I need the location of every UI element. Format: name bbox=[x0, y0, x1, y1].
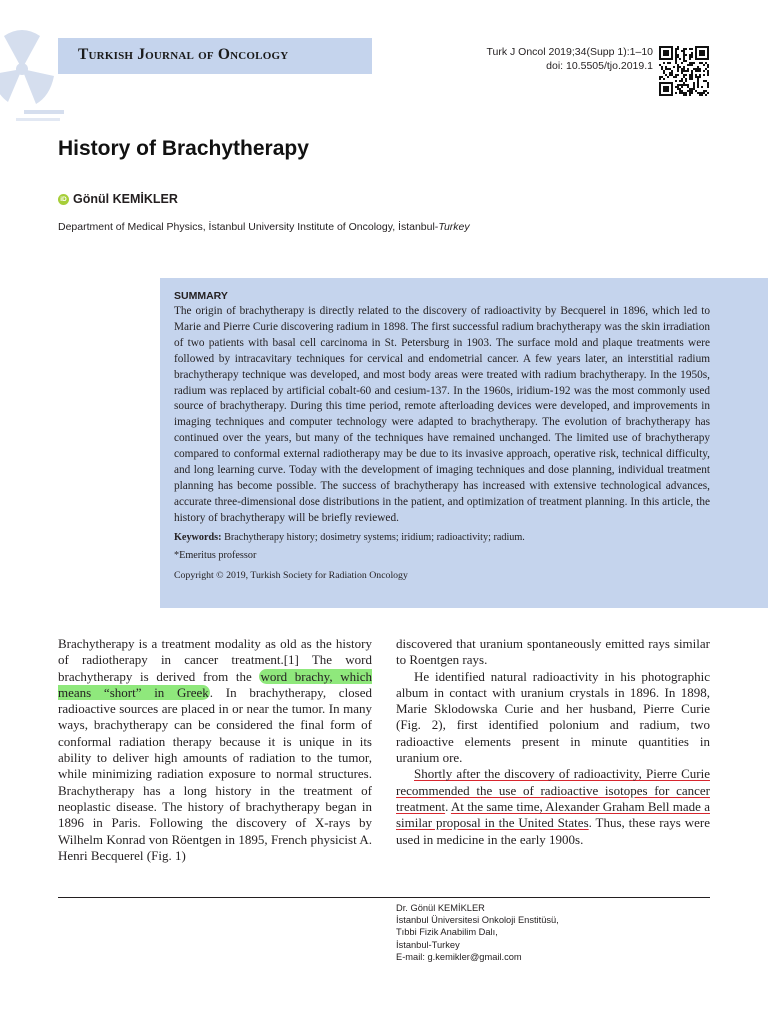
doi[interactable]: doi: 10.5505/tjo.2019.1 bbox=[546, 60, 653, 72]
underlined-text: Shortly after the discovery of radioactivity, Pierre Curie recommended the use of radioactive isotopes for cancer treatment bbox=[396, 766, 710, 814]
body-text: Brachytherapy is a treatment modality as old as the history of radiotherapy in cancer treatment.[1] The word brachytherapy is derived from the bbox=[58, 636, 372, 684]
correspondence-city: İstanbul-Turkey bbox=[396, 939, 460, 950]
keywords bbox=[174, 531, 710, 545]
citation: Turk J Oncol 2019;34(Supp 1):1–10 bbox=[486, 46, 653, 58]
correspondence-institute: İstanbul Üniversitesi Onkoloji Enstitüsü, bbox=[396, 915, 559, 926]
author-name: Gönül KEMİKLER bbox=[73, 192, 178, 206]
keywords-list: Brachytherapy history; dosimetry systems; iridium; radioactivity; radium. bbox=[224, 531, 525, 543]
correspondence-email[interactable]: E-mail: g.kemikler@gmail.com bbox=[396, 951, 522, 962]
journal-title: Turkish Journal of Oncology bbox=[78, 46, 289, 63]
body-paragraph: He identified natural radioactivity in his photographic album in contact with uranium crystals in 1896. In 1898, Marie Sklodowska Curie and her husband, Pierre Curie (Fig. 2), first identified polonium and radium, two radioactive elements present in minute quantities in uranium ore. bbox=[396, 668, 710, 766]
keywords-label: Keywords: bbox=[174, 531, 222, 543]
author-line bbox=[58, 192, 178, 206]
body-text: . Thus, these rays were used in medicine in the early 1900s. bbox=[396, 815, 710, 847]
correspondence-name: Dr. Gönül KEMİKLER bbox=[396, 903, 485, 913]
correspondence-block bbox=[396, 902, 559, 963]
underlined-text: At the same time, Alexander Graham Bell made a similar proposal in the United States bbox=[396, 798, 710, 831]
body-paragraph bbox=[396, 766, 710, 847]
qr-code-icon[interactable] bbox=[659, 46, 709, 96]
highlighted-text: word brachy, which means “short” in Greek bbox=[58, 668, 373, 700]
orcid-icon[interactable]: iD bbox=[58, 194, 69, 205]
affiliation-country: Turkey bbox=[438, 221, 470, 233]
correspondence-department: Tıbbi Fizik Anabilim Dalı, bbox=[396, 927, 498, 938]
summary-text: The origin of brachytherapy is directly related to the discovery of radioactivity by Becquerel in 1896, which led to Marie and Pierre Curie discovering radium in 1898. The first successful radium brachytherapy was the skin irradiation of two patients with basal cell carcinoma in St. Petersburg in 1903. The surface mold and plaque treatments were followed by intracavitary techniques for cervical and endometrial cancer. A few years later, an interstitial radium brachytherapy technique was developed, and most body areas were treated with radium brachytherapy. In the 1950s, radium was replaced by artificial cobalt-60 and cesium-137. In the 1960s, iridium-192 was the most commonly used source of brachytherapy. During this time period, remote afterloading devices were developed, and improvements in imaging techniques and computer technology were adapted to brachytherapy. The evolution of brachytherapy has continued over the years, but many of the techniques have remained unchanged. The limited use of brachytherapy compared to conformal external radiotherapy may be due to its invasive approach, operative risk, technical difficulty, and long learning curve. Today with the development of imaging techniques and dose planning, individual treatment planning has become possible. The success of brachytherapy has increased with extensive technological advances, accurate three-dimensional dose distributions in the patient, and optimization of treatment planning. In this article, the history of brachytherapy will be briefly reviewed. bbox=[174, 305, 710, 524]
journal-header-band bbox=[58, 38, 372, 74]
body-paragraph: discovered that uranium spontaneously emitted rays similar to Roentgen rays. bbox=[396, 636, 710, 668]
summary-heading: SUMMARY bbox=[174, 290, 228, 302]
body-text: . bbox=[445, 798, 451, 814]
affiliation-main: Department of Medical Physics, İstanbul University Institute of Oncology, İstanbul- bbox=[58, 221, 439, 233]
body-text: . In brachytherapy, closed radioactive sources are placed in or near the tumor. In many ways, brachytherapy can be considered the final form of conformal radiation therapy because it is unique in its ability to deliver high amounts of radiation to the tumor, while minimizing radiation exposure to normal structures. Brachytherapy has a long history in the treatment of neoplastic disease. The history of brachytherapy began in 1896 in Paris. Following the discovery of X-rays by Wilhelm Konrad von Röentgen in 1895, French physicist A. Henri Becquerel (Fig. 1) bbox=[58, 684, 373, 863]
body-paragraph bbox=[58, 636, 372, 864]
summary-box bbox=[160, 278, 768, 608]
body-column-left bbox=[58, 636, 372, 864]
article-title: History of Brachytherapy bbox=[58, 137, 309, 160]
footer-rule bbox=[58, 897, 710, 898]
body-column-right bbox=[396, 636, 710, 848]
citation-block bbox=[486, 45, 653, 73]
affiliation bbox=[58, 221, 470, 233]
emeritus-note: *Emeritus professor bbox=[174, 549, 257, 561]
copyright: Copyright © 2019, Turkish Society for Radiation Oncology bbox=[174, 569, 408, 581]
